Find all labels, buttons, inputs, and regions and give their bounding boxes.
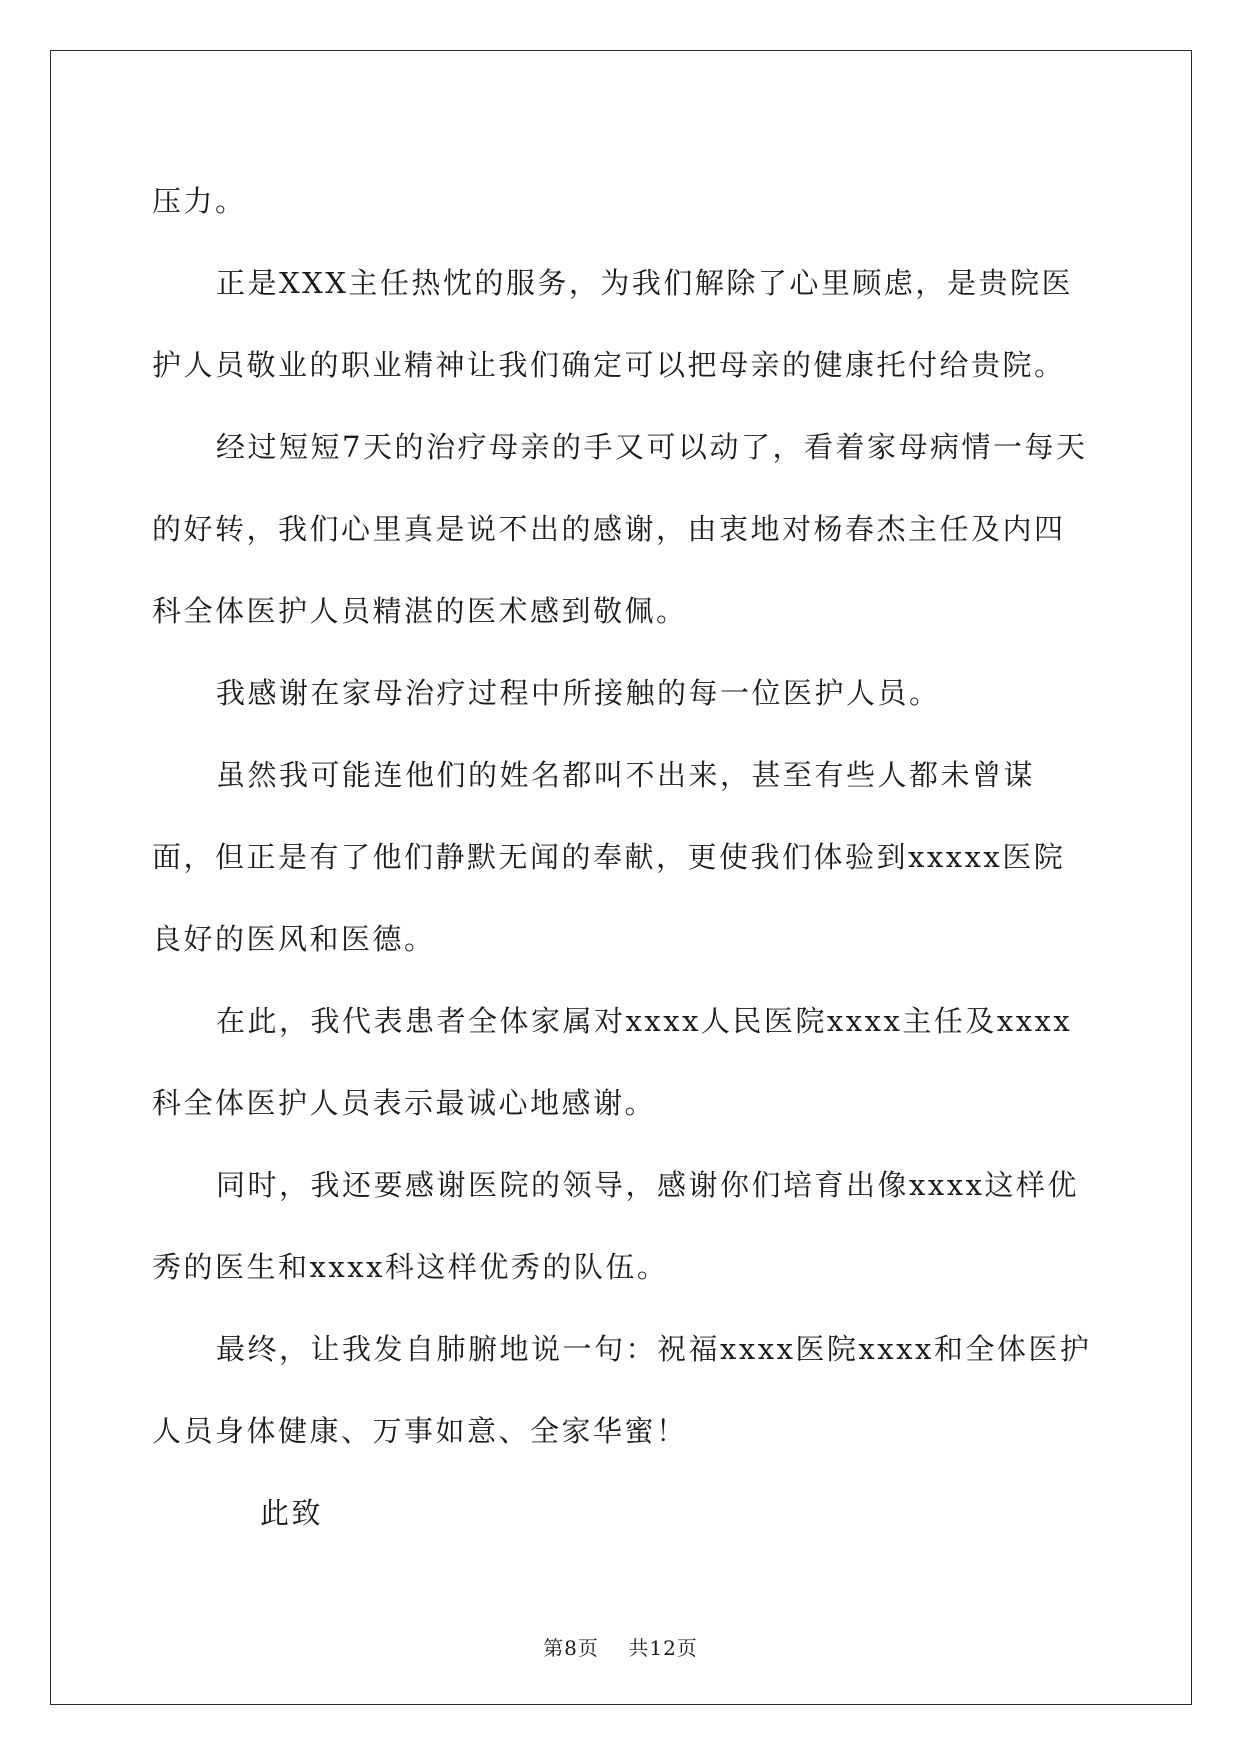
page-footer (0, 1632, 1241, 1661)
page-total: 共12页 (628, 1636, 698, 1660)
letter-body (152, 160, 1092, 1554)
paragraph: 在此，我代表患者全体家属对xxxx人民医院xxxx主任及xxxx科全体医护人员表示最诚心地感谢。 (152, 1004, 1073, 1120)
paragraph: 最终，让我发自肺腑地说一句：祝福xxxx医院xxxx和全体医护人员身体健康、万事如意、全家华蜜！ (152, 1332, 1092, 1448)
paragraph: 经过短短7天的治疗母亲的手又可以动了，看着家母病情一每天的好转，我们心里真是说不出的感谢，由衷地对杨春杰主任及内四科全体医护人员精湛的医术感到敬佩。 (152, 430, 1088, 628)
paragraph: 正是XXX主任热忱的服务，为我们解除了心里顾虑，是贵院医护人员敬业的职业精神让我们确定可以把母亲的健康托付给贵院。 (152, 266, 1073, 382)
page-number: 第8页 (543, 1636, 599, 1660)
closing-salutation: 此致 (260, 1496, 324, 1530)
paragraph-continuation: 压力。 (152, 184, 247, 218)
paragraph: 我感谢在家母治疗过程中所接触的每一位医护人员。 (216, 676, 941, 710)
paragraph: 同时，我还要感谢医院的领导，感谢你们培育出像xxxx这样优秀的医生和xxxx科这样优秀的队伍。 (152, 1168, 1079, 1284)
paragraph: 虽然我可能连他们的姓名都叫不出来，甚至有些人都未曾谋面，但正是有了他们静默无闻的奉献，更使我们体验到xxxxx医院良好的医风和医德。 (152, 758, 1066, 956)
